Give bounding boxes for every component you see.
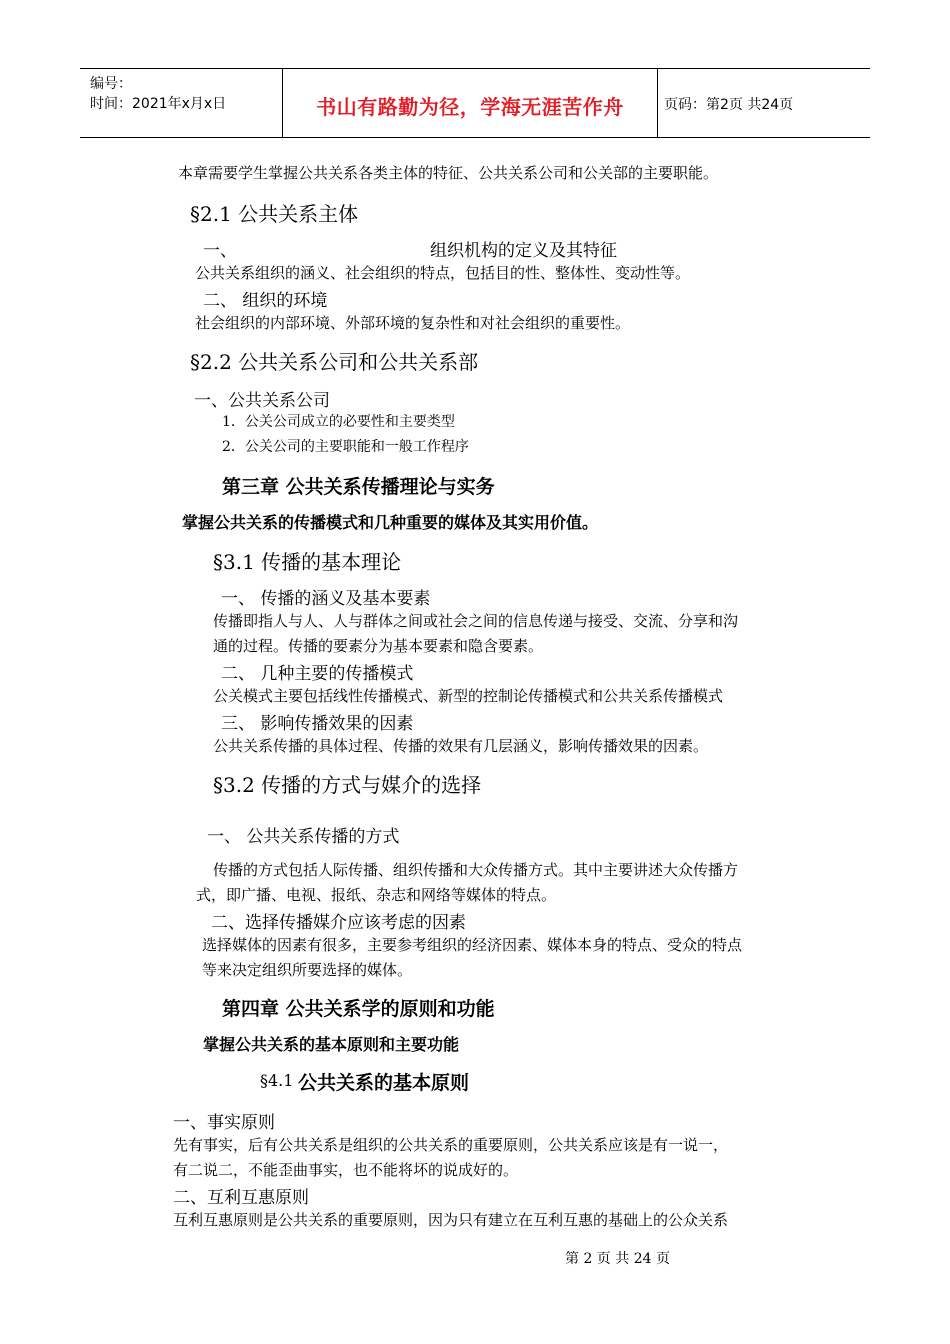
paragraph: 公共关系传播的具体过程、传播的效果有几层涵义，影响传播效果的因素。 <box>213 737 709 755</box>
header-page-cell <box>658 69 870 137</box>
paragraph-line: 选择媒体的因素有很多，主要参考组织的经济因素、媒体本身的特点、受众的特点 <box>202 936 743 954</box>
page-info: 页码：第2页 共24页 <box>664 97 794 113</box>
list-item: 1．公关公司成立的必要性和主要类型 <box>222 414 455 430</box>
paragraph: 社会组织的内部环境、外部环境的复杂性和对社会组织的重要性。 <box>195 314 631 332</box>
item-heading: 组织机构的定义及其特征 <box>430 241 617 261</box>
motto: 书山有路勤为径，学海无涯苦作舟 <box>316 95 624 119</box>
paragraph: 公共关系组织的涵义、社会组织的特点，包括目的性、整体性、变动性等。 <box>195 264 691 282</box>
chapter-3-goal: 掌握公共关系的传播模式和几种重要的媒体及其实用价值。 <box>182 513 599 532</box>
section-4-1-number: §4.1 <box>260 1071 294 1090</box>
item-number: 一、 <box>203 241 237 261</box>
paragraph-line: 有二说二，不能歪曲事实，也不能将坏的说成好的。 <box>173 1161 519 1179</box>
item-heading: 一、 公共关系传播的方式 <box>207 827 400 847</box>
paragraph-line: 先有事实，后有公共关系是组织的公共关系的重要原则，公共关系应该是有一说一， <box>173 1136 729 1154</box>
chapter-4-goal: 掌握公共关系的基本原则和主要功能 <box>203 1035 460 1054</box>
item-heading: 三、 影响传播效果的因素 <box>221 714 414 734</box>
paragraph-line: 通的过程。传播的要素分为基本要素和隐含要素。 <box>213 637 544 655</box>
header-meta-cell <box>80 69 283 137</box>
list-item: 2．公关公司的主要职能和一般工作程序 <box>222 439 469 455</box>
header-motto-cell <box>283 69 658 137</box>
item-heading: 一、公共关系公司 <box>194 391 330 411</box>
item-heading: 一、 传播的涵义及基本要素 <box>221 589 431 609</box>
page-header <box>80 68 870 138</box>
item-heading: 一、事实原则 <box>173 1113 275 1133</box>
number-label: 编号： <box>90 76 132 92</box>
page-footer: 第 2 页 共 24 页 <box>565 1251 670 1267</box>
item-heading: 二、 几种主要的传播模式 <box>221 664 414 684</box>
item-heading: 二、互利互惠原则 <box>173 1188 309 1208</box>
paragraph-line: 式，即广播、电视、报纸、杂志和网络等媒体的特点。 <box>196 886 557 904</box>
section-3-2-heading: §3.2 传播的方式与媒介的选择 <box>213 773 482 797</box>
paragraph-line: 传播即指人与人、人与群体之间或社会之间的信息传递与接受、交流、分享和沟 <box>213 612 739 630</box>
paragraph-line: 互利互惠原则是公共关系的重要原则，因为只有建立在互利互惠的基础上的公众关系 <box>173 1211 729 1229</box>
chapter-4-title: 第四章 公共关系学的原则和功能 <box>222 998 495 1020</box>
section-4-1-heading: 公共关系的基本原则 <box>298 1072 470 1094</box>
section-2-1-heading: §2.1 公共关系主体 <box>190 202 359 226</box>
item-heading: 二、选择传播媒介应该考虑的因素 <box>211 913 466 933</box>
chapter-intro: 本章需要学生掌握公共关系各类主体的特征、公共关系公司和公关部的主要职能。 <box>178 164 719 182</box>
paragraph: 公关模式主要包括线性传播模式、新型的控制论传播模式和公共关系传播模式 <box>213 687 724 705</box>
section-2-2-heading: §2.2 公共关系公司和公共关系部 <box>190 350 479 374</box>
date-label: 时间：2021年x月x日 <box>90 96 227 112</box>
paragraph-line: 传播的方式包括人际传播、组织传播和大众传播方式。其中主要讲述大众传播方 <box>213 861 739 879</box>
paragraph-line: 等来决定组织所要选择的媒体。 <box>202 961 413 979</box>
item-heading: 二、 组织的环境 <box>203 291 328 311</box>
chapter-3-title: 第三章 公共关系传播理论与实务 <box>222 476 495 498</box>
section-3-1-heading: §3.1 传播的基本理论 <box>213 550 402 574</box>
